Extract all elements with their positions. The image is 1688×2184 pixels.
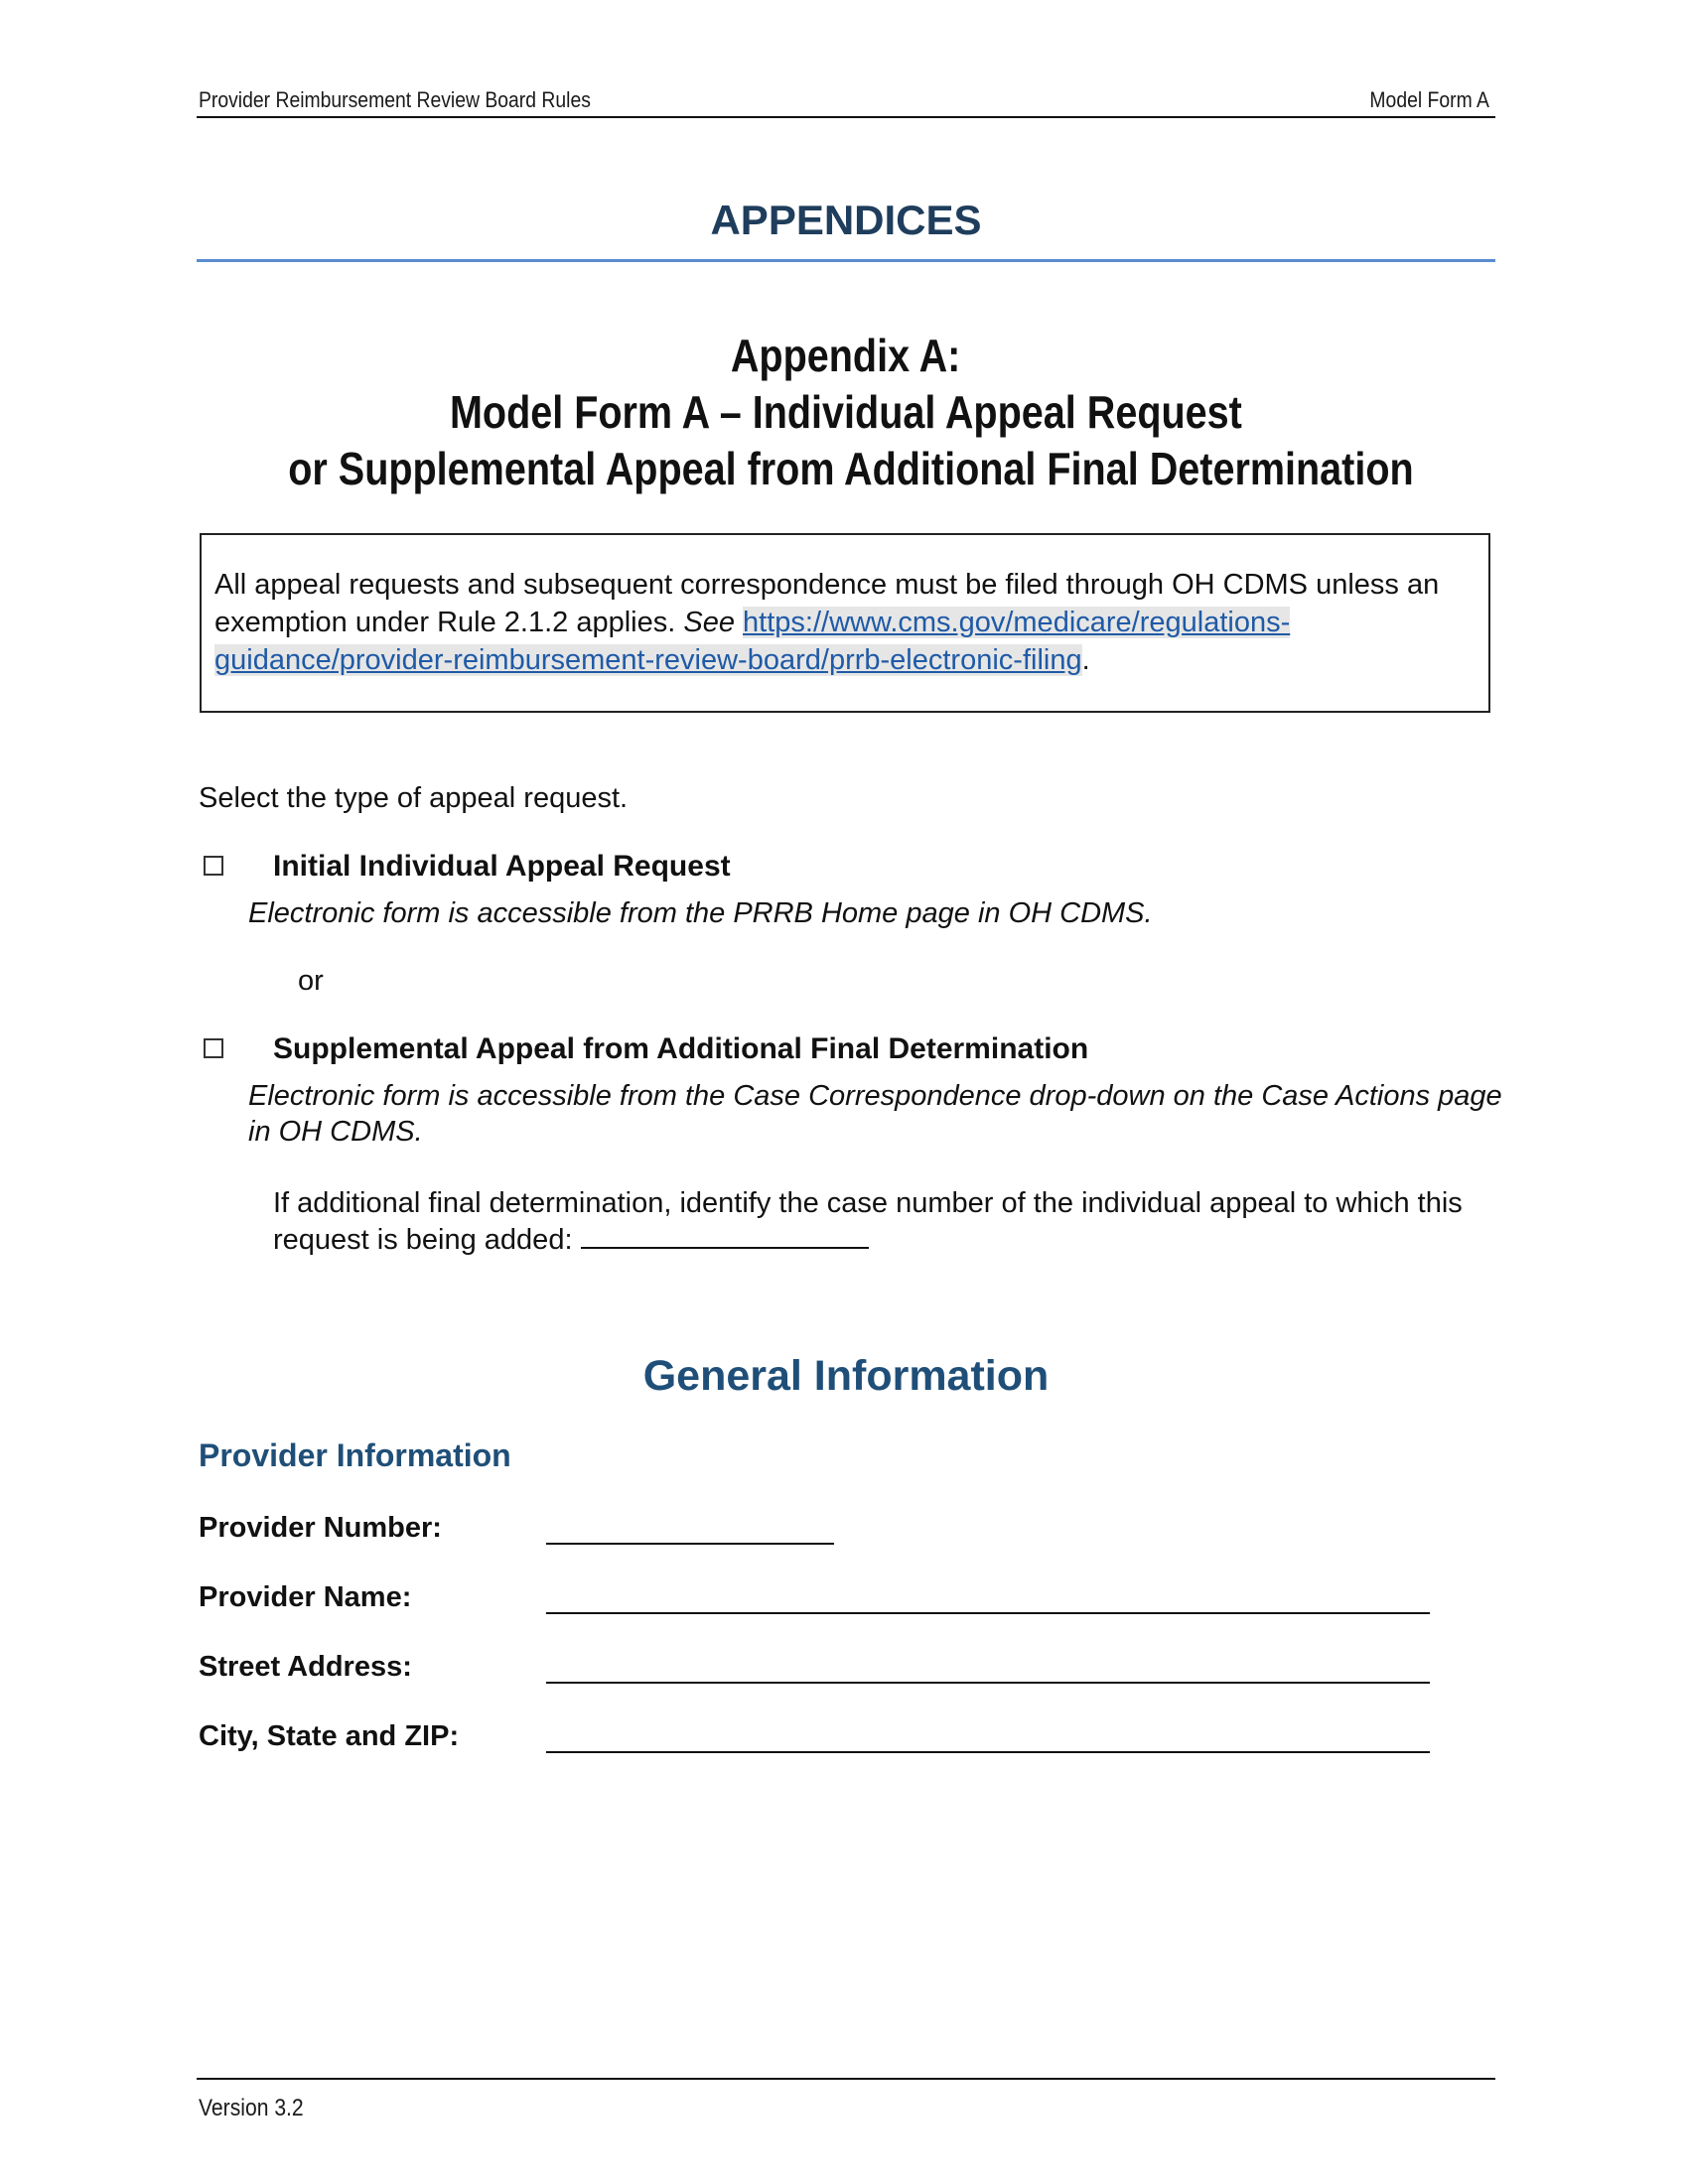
case-number-input[interactable] bbox=[581, 1247, 869, 1249]
provider-number-input[interactable] bbox=[546, 1543, 834, 1545]
notice-body: All appeal requests and subsequent correspondence must be filed through OH CDMS unless an exemption under Rule 2.1.2 applies. bbox=[214, 569, 1440, 638]
appendix-heading-line1: Appendix A: bbox=[731, 330, 961, 381]
initial-appeal-checkbox[interactable] bbox=[204, 856, 223, 876]
provider-information-title: Provider Information bbox=[199, 1437, 511, 1473]
supplemental-appeal-note: Electronic form is accessible from the Case Correspondence drop-down on the Case Actions page in OH CDMS. bbox=[248, 1080, 1502, 1148]
footer-rule bbox=[197, 2078, 1495, 2080]
section-title: APPENDICES bbox=[710, 197, 982, 243]
initial-appeal-label: Initial Individual Appeal Request bbox=[273, 850, 731, 883]
city-state-zip-label: City, State and ZIP: bbox=[199, 1720, 460, 1752]
notice-see: See bbox=[683, 607, 735, 638]
initial-appeal-note: Electronic form is accessible from the PRRB Home page in OH CDMS. bbox=[248, 897, 1153, 929]
notice-end: . bbox=[1081, 644, 1090, 676]
provider-name-label: Provider Name: bbox=[199, 1581, 412, 1613]
case-number-prompt bbox=[273, 1185, 1504, 1259]
case-number-prompt-text: If additional final determination, identify the case number of the individual appeal to which this request is being added: bbox=[273, 1187, 1463, 1256]
header-rule bbox=[197, 116, 1495, 118]
appendix-heading-line3: or Supplemental Appeal from Additional Final Determination bbox=[288, 443, 1414, 494]
appendix-heading-line2: Model Form A – Individual Appeal Request bbox=[450, 386, 1242, 438]
electronic-filing-link[interactable]: https://www.cms.gov/medicare/regulations-guidance/provider-reimbursement-review-board/prrb-electronic-filing bbox=[214, 607, 1291, 676]
or-separator: or bbox=[298, 965, 324, 997]
provider-name-input[interactable] bbox=[546, 1612, 1430, 1614]
header-left-title: Provider Reimbursement Review Board Rules bbox=[199, 87, 591, 112]
street-address-label: Street Address: bbox=[199, 1651, 412, 1683]
street-address-input[interactable] bbox=[546, 1682, 1430, 1684]
header-right-title: Model Form A bbox=[1369, 87, 1489, 112]
city-state-zip-input[interactable] bbox=[546, 1751, 1430, 1753]
supplemental-appeal-checkbox[interactable] bbox=[204, 1038, 223, 1058]
appeal-type-prompt: Select the type of appeal request. bbox=[199, 782, 629, 814]
section-title-rule bbox=[197, 259, 1495, 262]
footer-version: Version 3.2 bbox=[199, 2095, 304, 2121]
supplemental-appeal-label: Supplemental Appeal from Additional Final Determination bbox=[273, 1032, 1089, 1065]
appendix-heading bbox=[197, 328, 1495, 497]
general-information-title: General Information bbox=[642, 1352, 1050, 1400]
provider-number-label: Provider Number: bbox=[199, 1512, 442, 1544]
notice-text bbox=[214, 566, 1476, 679]
